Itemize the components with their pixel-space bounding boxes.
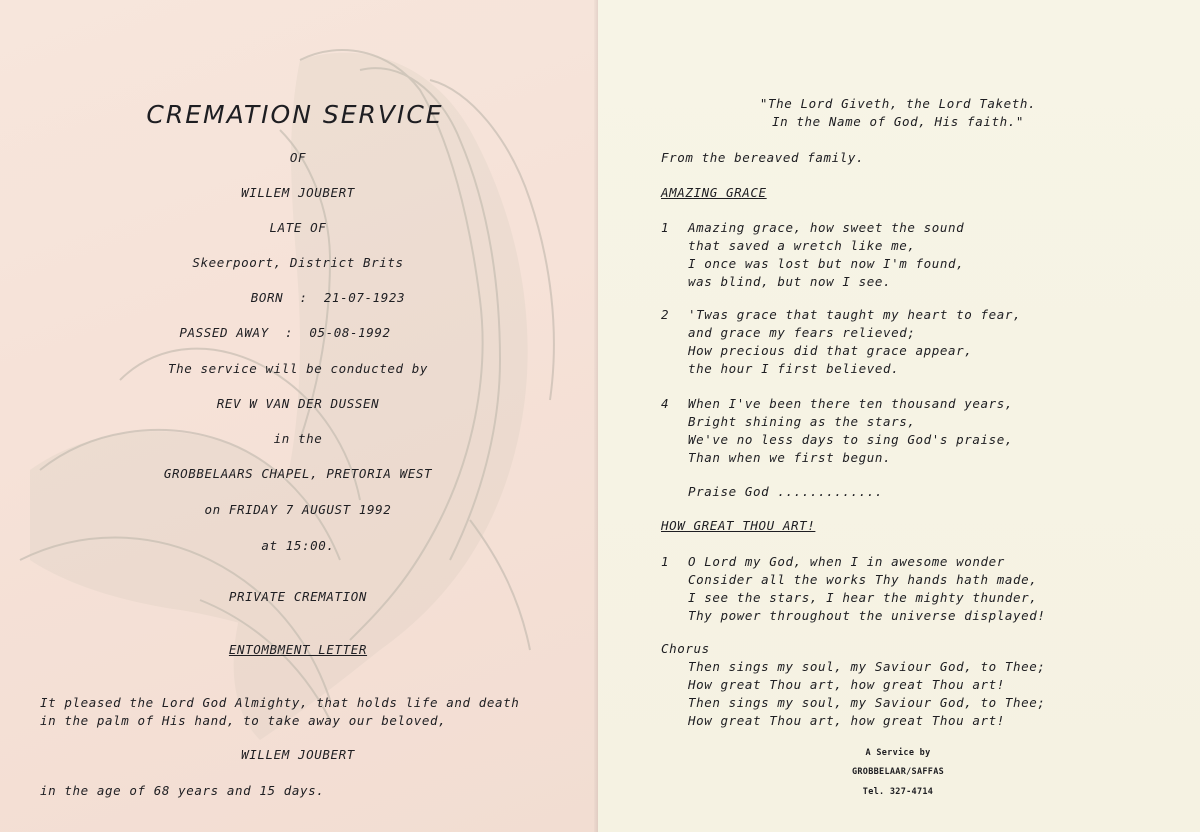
reverend-name: REV W VAN DER DUSSEN	[216, 396, 380, 411]
verse-line: I once was lost but now I'm found,	[688, 256, 965, 271]
letter-age: in the age of 68 years and 15 days.	[40, 783, 325, 798]
bereaved-family: From the bereaved family.	[661, 150, 865, 165]
quote-line-2: In the Name of God, His faith."	[772, 114, 1024, 129]
verse-number: 1	[661, 554, 670, 569]
verse-line: O Lord my God, when I in awesome wonder	[688, 554, 1005, 569]
chorus-line: Then sings my soul, my Saviour God, to Thee;	[688, 659, 1046, 674]
verse-line: and grace my fears relieved;	[688, 325, 916, 340]
letter-line-1: It pleased the Lord God Almighty, that holds life and death	[40, 695, 520, 710]
chorus-line: Then sings my soul, my Saviour God, to Thee;	[688, 695, 1046, 710]
verse-line: Thy power throughout the universe displayed!	[688, 608, 1046, 623]
hymn-how-great-title: HOW GREAT THOU ART!	[661, 518, 816, 533]
footer-phone: Tel. 327-4714	[862, 787, 934, 797]
chapel-location: GROBBELAARS CHAPEL, PRETORIA WEST	[163, 466, 433, 481]
letter-deceased-name: WILLEM JOUBERT	[241, 747, 355, 762]
late-of-label: LATE OF	[269, 220, 327, 235]
entombment-letter-heading: ENTOMBMENT LETTER	[228, 642, 368, 657]
quote-line-1: "The Lord Giveth, the Lord Taketh.	[759, 96, 1037, 111]
verse-line: Amazing grace, how sweet the sound	[688, 220, 965, 235]
verse-line: Consider all the works Thy hands hath made,	[688, 572, 1038, 587]
hymn-amazing-grace-title: AMAZING GRACE	[661, 185, 767, 200]
right-page	[598, 0, 1200, 832]
service-date: on FRIDAY 7 AUGUST 1992	[204, 502, 392, 517]
verse-line: 'Twas grace that taught my heart to fear,	[688, 307, 1022, 322]
verse-line: I see the stars, I hear the mighty thunder,	[688, 590, 1038, 605]
verse-line: How precious did that grace appear,	[688, 343, 973, 358]
born-date: BORN : 21-07-1923	[250, 290, 406, 305]
in-the-label: in the	[273, 431, 323, 446]
verse-line: the hour I first believed.	[688, 361, 900, 376]
footer-company: GROBBELAAR/SAFFAS	[851, 767, 945, 777]
verse-number: 1	[661, 220, 670, 235]
verse-line: When I've been there ten thousand years,	[688, 396, 1014, 411]
left-page	[0, 0, 598, 832]
deceased-name: WILLEM JOUBERT	[241, 185, 355, 200]
letter-line-2: in the palm of His hand, to take away our beloved,	[40, 713, 447, 728]
chorus-line: How great Thou art, how great Thou art!	[688, 677, 1005, 692]
passed-away-date: PASSED AWAY : 05-08-1992	[179, 325, 391, 340]
verse-number: 2	[661, 307, 670, 322]
chorus-label: Chorus	[661, 641, 710, 656]
chorus-line: How great Thou art, how great Thou art!	[688, 713, 1005, 728]
of-label: OF	[289, 150, 307, 165]
verse-line: We've no less days to sing God's praise,	[688, 432, 1014, 447]
private-cremation: PRIVATE CREMATION	[228, 589, 368, 604]
service-title: CREMATION SERVICE	[146, 100, 444, 129]
verse-line: Bright shining as the stars,	[688, 414, 916, 429]
service-time: at 15:00.	[261, 538, 335, 553]
service-conducted-by: The service will be conducted by	[167, 361, 429, 376]
verse-number: 4	[661, 396, 670, 411]
footer-service-by: A Service by	[865, 748, 931, 758]
verse-line: Than when we first begun.	[688, 450, 892, 465]
verse-line: was blind, but now I see.	[688, 274, 892, 289]
praise-god: Praise God .............	[688, 484, 884, 499]
residence: Skeerpoort, District Brits	[192, 255, 404, 270]
verse-line: that saved a wretch like me,	[688, 238, 916, 253]
